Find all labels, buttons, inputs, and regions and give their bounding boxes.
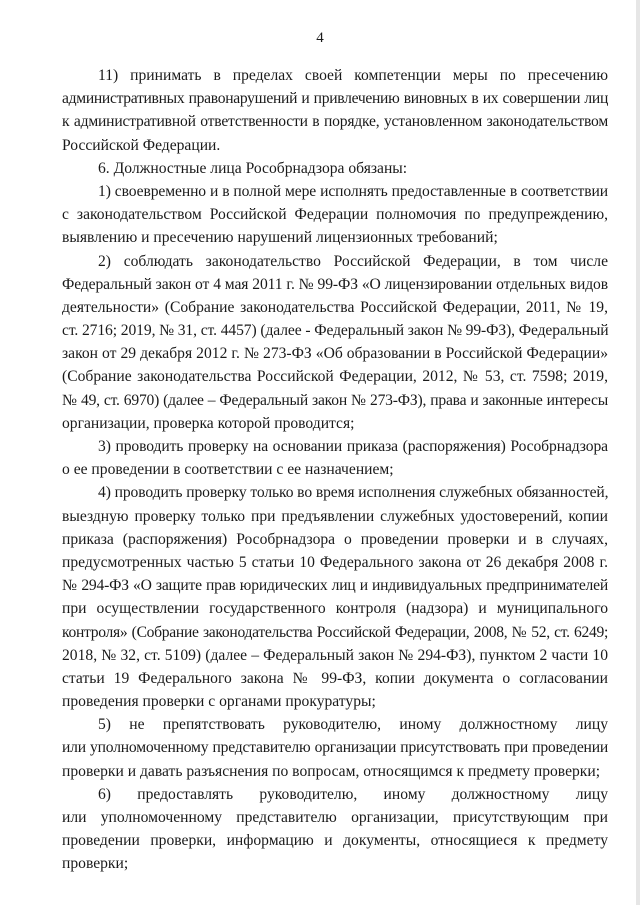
text-line: 4) проводить проверку только во время исполнения служебных обязанностей, xyxy=(98,484,609,502)
text-line: (Собрание законодательства Российской Федерации, 2012, № 53, ст. 7598; 2019, xyxy=(62,368,608,386)
text-line: приказа (распоряжения) Рособрнадзора о проведении проверки и в случаях, xyxy=(62,530,608,548)
text-line: ст. 2716; 2019, № 31, ст. 4457) (далее - Федеральный закон № 99-ФЗ), Федеральный xyxy=(62,322,609,340)
paragraph-item-6-2 xyxy=(62,250,608,436)
document-body xyxy=(62,64,608,876)
text-line: выявлению и пресечению нарушений лицензионных требований; xyxy=(62,229,498,247)
text-line: административных правонарушений и привлечению виновных в их совершении лиц xyxy=(62,90,608,108)
text-line: 6) предоставлять руководителю, иному должностному лицу xyxy=(98,785,608,803)
text-line: Федеральный закон от 4 мая 2011 г. № 99-ФЗ «О лицензировании отдельных видов xyxy=(62,275,608,293)
text-line: при осуществлении государственного контроля (надзора) и муниципального xyxy=(62,600,608,618)
paragraph-item-6-3 xyxy=(62,435,608,481)
text-line: 11) принимать в пределах своей компетенции меры по пресечению xyxy=(98,67,608,84)
text-line: № 294-ФЗ «О защите прав юридических лиц и индивидуальных предпринимателей xyxy=(62,577,608,595)
text-line: организации, проверка которой проводится; xyxy=(62,414,355,432)
text-line: к административной ответственности в порядке, установленном законодательством xyxy=(62,113,608,131)
scan-edge xyxy=(636,0,640,905)
text-line: № 49, ст. 6970) (далее – Федеральный закон № 273-ФЗ), права и законные интересы xyxy=(62,391,608,409)
text-line: проведении проверки, информацию и документы, относящиеся к предмету xyxy=(62,832,608,850)
section-6-heading xyxy=(62,157,608,180)
text-line: 5) не препятствовать руководителю, иному должностному лицу xyxy=(98,716,608,734)
text-line: о ее проведении в соответствии с ее назначением; xyxy=(62,461,394,479)
paragraph-item-11 xyxy=(62,64,608,157)
text-line: выездную проверку только при предъявлении служебных удостоверений, копии xyxy=(62,507,608,525)
text-line: Российской Федерации. xyxy=(62,136,221,154)
text-line: 1) своевременно и в полной мере исполнять предоставленные в соответствии xyxy=(98,182,608,200)
text-line: проверки; xyxy=(62,855,129,873)
text-line: проверки и давать разъяснения по вопросам, относящимся к предмету проверки; xyxy=(62,762,601,780)
paragraph-item-6-6 xyxy=(62,783,608,876)
paragraph-item-6-5 xyxy=(62,713,608,783)
text-line: или уполномоченному представителю организации присутствовать при проведении xyxy=(62,739,608,757)
text-line: 2) соблюдать законодательство Российской Федерации, в том числе xyxy=(98,252,608,270)
paragraph-item-6-1 xyxy=(62,180,608,250)
text-line: 6. Должностные лица Рособрнадзора обязаны: xyxy=(98,159,408,177)
text-line: предусмотренных частью 5 статьи 10 Федерального закона от 26 декабря 2008 г. xyxy=(62,553,608,571)
text-line: закон от 29 декабря 2012 г. № 273-ФЗ «Об образовании в Российской Федерации» xyxy=(62,345,608,363)
text-line: 2018, № 32, ст. 5109) (далее – Федеральный закон № 294-ФЗ), пунктом 2 части 10 xyxy=(62,646,608,664)
text-line: с законодательством Российской Федерации полномочия по предупреждению, xyxy=(62,206,608,224)
text-line: проведения проверки с органами прокуратуры; xyxy=(62,693,376,711)
text-line: статьи 19 Федерального закона № 99-ФЗ, копии документа о согласовании xyxy=(62,669,608,687)
text-line: деятельности» (Собрание законодательства Российской Федерации, 2011, № 19, xyxy=(62,298,608,316)
text-line: 3) проводить проверку на основании приказа (распоряжения) Рособрнадзора xyxy=(98,438,608,455)
text-line: контроля» (Собрание законодательства Российской Федерации, 2008, № 52, ст. 6249; xyxy=(62,623,608,641)
paragraph-item-6-4 xyxy=(62,481,608,713)
text-line: или уполномоченному представителю организации, присутствующим при xyxy=(62,809,608,826)
page-number: 4 xyxy=(316,30,324,46)
